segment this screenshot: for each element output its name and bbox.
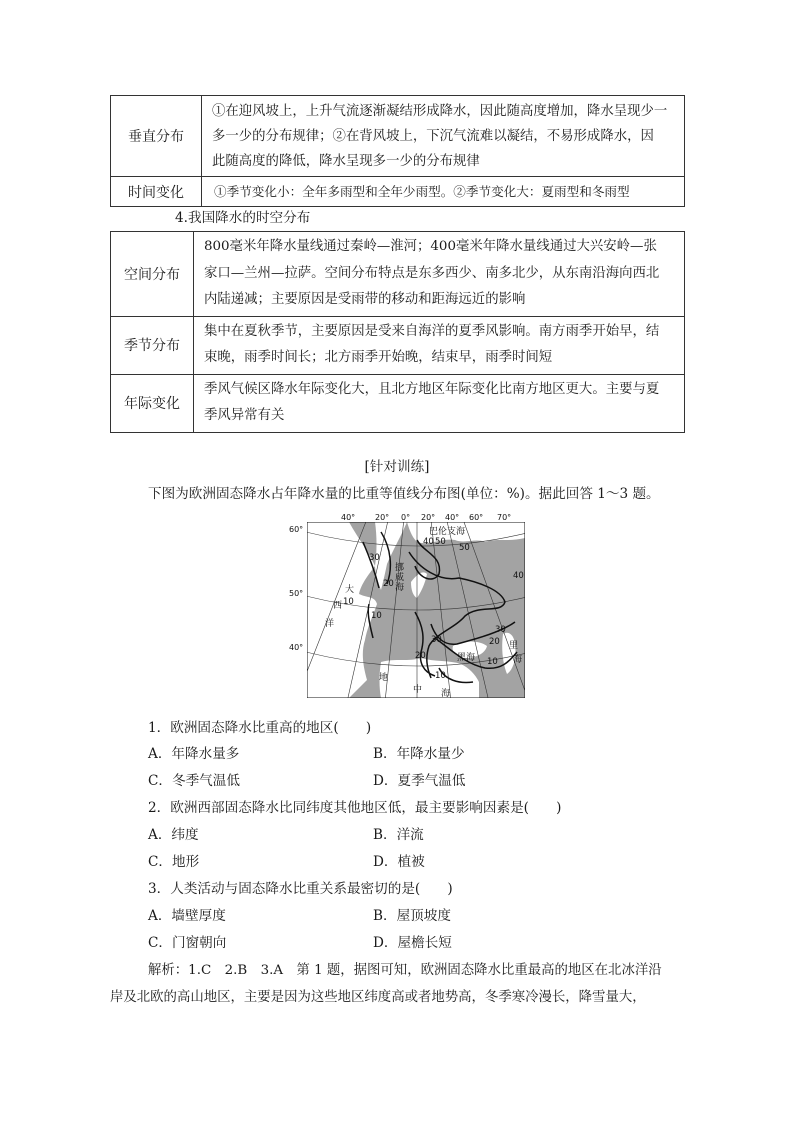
contour-label: 40 (423, 537, 434, 547)
question-option: B．年降水量少 (373, 746, 465, 762)
place-label: 洋 (325, 619, 335, 629)
left-degree-label: 50° (289, 589, 304, 598)
left-degree-label: 40° (289, 643, 304, 652)
analysis-line: 解析：1.C 2.B 3.A 第 1 题，据图可知，欧洲固态降水比重最高的地区在北冰洋沿 (148, 963, 662, 978)
content-line: 内陆递减；主要原因是受雨带的移动和距海远近的影响 (204, 292, 526, 307)
contour-label: 20 (489, 637, 500, 647)
question-option: A．墙壁厚度 (148, 908, 226, 924)
table-row (111, 232, 685, 317)
place-label: 地 (379, 673, 389, 683)
training-heading: [针对训练] (364, 459, 430, 475)
china-precipitation-table (110, 231, 685, 433)
contour-label: 10 (343, 597, 354, 607)
row-header (111, 374, 194, 432)
contour-label: 20 (415, 651, 426, 661)
top-degree-label: 20° (421, 513, 436, 522)
place-label: 挪 (395, 563, 405, 573)
row-content (202, 177, 685, 207)
place-label: 海 (441, 689, 451, 699)
question-option: B．屋顶坡度 (373, 908, 451, 924)
content-line: ①在迎风坡上，上升气流逐渐凝结形成降水，因此随高度增加，降水呈现少一 (212, 103, 668, 119)
question-stem: 3．人类活动与固态降水比重关系最密切的是( ) (148, 881, 453, 897)
place-label: 里 (509, 641, 519, 651)
question-stem: 1．欧洲固态降水比重高的地区( ) (148, 720, 372, 736)
content-line: 季风异常有关 (204, 408, 285, 423)
top-degree-label: 20° (375, 513, 390, 522)
contour-label: 30 (495, 625, 506, 635)
row-header-text: 时间变化 (128, 184, 184, 201)
place-label: 海 (513, 655, 523, 665)
row-content (194, 316, 685, 374)
place-label: 巴伦支海 (429, 527, 466, 537)
row-header-text: 年际变化 (124, 396, 180, 412)
row-content (194, 374, 685, 432)
question-option: D．屋檐长短 (373, 935, 452, 951)
question-option: B．洋流 (373, 827, 424, 843)
contour-label: 40 (513, 571, 524, 581)
row-header (111, 232, 194, 317)
table-row (111, 96, 685, 177)
table-row (111, 316, 685, 374)
contour-label: 50 (459, 543, 470, 553)
question-option: D．植被 (373, 854, 425, 870)
top-degree-label: 40° (341, 513, 356, 522)
content-line: 此随高度的降低，降水呈现多一少的分布规律 (212, 153, 480, 169)
question-option: D．夏季气温低 (373, 773, 466, 789)
row-header (111, 96, 202, 177)
question-option: C．冬季气温低 (148, 773, 240, 789)
question-option: A．年降水量多 (148, 746, 240, 762)
top-degree-label: 40° (445, 513, 460, 522)
europe-solid-precipitation-map (289, 512, 529, 702)
row-content (202, 96, 685, 177)
place-label: 西 (333, 601, 343, 611)
row-header (111, 316, 194, 374)
content-line: 束晚，雨季时间长；北方雨季开始晚，结束早，雨季时间短 (204, 350, 553, 365)
question-option: C．门窗朝向 (148, 935, 227, 951)
row-header-text: 垂直分布 (128, 129, 184, 145)
content-line: 集中在夏秋季节，主要原因是受来自海洋的夏季风影响。南方雨季开始早，结 (204, 323, 660, 339)
row-content (194, 232, 685, 317)
section-title: 4.我国降水的时空分布 (175, 210, 311, 226)
place-label: 黑海 (457, 653, 476, 663)
question-stem: 2．欧洲西部固态降水比同纬度其他地区低，最主要影响因素是( ) (148, 800, 562, 816)
content-line: 多一少的分布规律；②在背风坡上，下沉气流难以凝结，不易形成降水，因 (212, 128, 654, 144)
precipitation-distribution-table (110, 95, 685, 207)
content-line: 季风气候区降水年际变化大，且北方地区年际变化比南方地区更大。主要与夏 (204, 381, 660, 397)
top-degree-label: 60° (469, 513, 484, 522)
place-label: 海 (395, 583, 405, 593)
place-label: 中 (413, 685, 423, 695)
table-row (111, 177, 685, 207)
question-option: C．地形 (148, 854, 200, 870)
content-line: 家口—兰州—拉萨。空间分布特点是东多西少、南多北少，从东南沿海向西北 (204, 265, 660, 281)
contour-label: 30 (431, 635, 442, 645)
content-line: ①季节变化小：全年多雨型和全年少雨型。②季节变化大：夏雨型和冬雨型 (214, 184, 630, 199)
place-label: 威 (395, 573, 405, 583)
top-degree-label: 70° (497, 513, 512, 522)
row-header-text: 空间分布 (124, 266, 180, 283)
table-row (111, 374, 685, 432)
question-option: A．纬度 (148, 827, 199, 843)
place-label: 大 (345, 585, 355, 595)
top-degree-label: 0° (401, 513, 411, 522)
contour-label: 10 (487, 657, 498, 667)
contour-label: 50 (435, 537, 446, 547)
analysis-line: 岸及北欧的高山地区，主要是因为这些地区纬度高或者地势高，冬季寒冷漫长，降雪量大， (110, 990, 646, 1005)
content-line: 800毫米年降水量线通过秦岭—淮河；400毫米年降水量线通过大兴安岭—张 (204, 239, 657, 254)
left-degree-label: 60° (289, 525, 304, 534)
contour-label: 10 (371, 611, 382, 621)
contour-label: 20 (383, 579, 394, 589)
contour-label: 10 (435, 671, 446, 681)
training-intro: 下图为欧洲固态降水占年降水量的比重等值线分布图(单位：%)。据此回答 1～3 题。 (148, 486, 660, 502)
row-header (111, 177, 202, 207)
row-header-text: 季节分布 (124, 338, 180, 354)
contour-label: 30 (369, 553, 380, 563)
